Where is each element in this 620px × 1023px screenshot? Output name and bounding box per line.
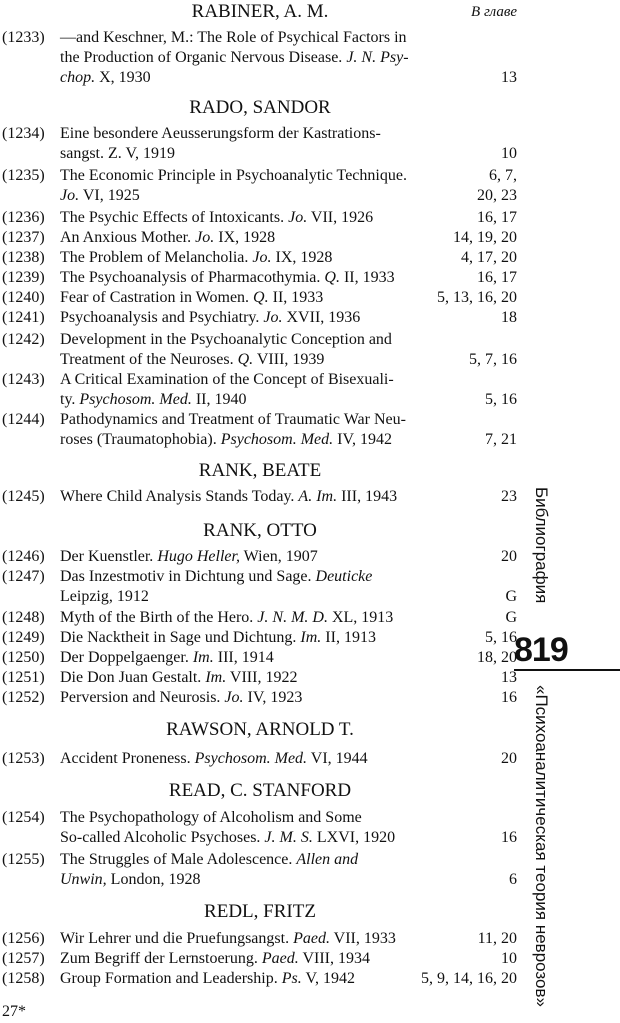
entry-page-refs: 6 <box>509 871 517 888</box>
entry-page-refs: 6, 7, <box>489 167 517 184</box>
chapter-reference-header: В главе <box>471 4 517 20</box>
entry-number: (1253) <box>2 750 45 767</box>
entry-page-refs: 16, 17 <box>477 269 517 286</box>
entry-number: (1258) <box>2 970 45 987</box>
margin-section-title: Библиография <box>532 487 551 604</box>
entry-number: (1248) <box>2 609 45 626</box>
entry-text-line: The Psychic Effects of Intoxicants. Jo. VII, 1926 <box>60 209 374 226</box>
entry-text-line: —and Keschner, M.: The Role of Psychical Factors in <box>60 29 407 46</box>
entry-page-refs: 10 <box>501 950 517 967</box>
author-heading: REDL, FRITZ <box>204 901 316 922</box>
entry-text-line: the Production of Organic Nervous Disease. J. N. Psy- <box>60 49 409 66</box>
entry-text-line: Das Inzestmotiv in Dichtung und Sage. Deuticke <box>60 568 373 585</box>
entry-number: (1247) <box>2 568 45 585</box>
entry-number: (1242) <box>2 331 45 348</box>
author-heading: READ, C. STANFORD <box>168 780 352 801</box>
entry-text-line: Die Don Juan Gestalt. Im. VIII, 1922 <box>60 669 298 686</box>
entry-text-line: Accident Proneness. Psychosom. Med. VI, 1944 <box>60 750 368 767</box>
entry-text-line: The Psychoanalysis of Pharmacothymia. Q. II, 1933 <box>60 269 395 286</box>
entry-text-line: An Anxious Mother. Jo. IX, 1928 <box>60 229 276 246</box>
entry-text-line: Myth of the Birth of the Hero. J. N. M. D. XL, 1913 <box>60 609 394 626</box>
entry-number: (1241) <box>2 309 45 326</box>
entry-page-refs: 13 <box>501 669 517 686</box>
entry-number: (1250) <box>2 649 45 666</box>
entry-page-refs: 10 <box>501 145 517 162</box>
author-heading: RANK, OTTO <box>203 520 317 541</box>
entry-text-line: The Struggles of Male Adolescence. Allen and <box>60 851 359 868</box>
entry-page-refs: 18, 20 <box>477 649 517 666</box>
entry-page-refs: 5, 13, 16, 20 <box>437 289 517 306</box>
entry-text-line: Psychoanalysis and Psychiatry. Jo. XVII, 1936 <box>60 309 361 326</box>
entry-number: (1235) <box>2 167 45 184</box>
entry-text-line: Leipzig, 1912 <box>60 588 149 605</box>
entry-text-line: Unwin, London, 1928 <box>60 871 201 888</box>
entry-text-line: A Critical Examination of the Concept of Bisexuali- <box>60 371 394 388</box>
entry-page-refs: 20 <box>501 548 517 565</box>
entry-number: (1238) <box>2 249 45 266</box>
entry-text-line: Wir Lehrer und die Pruefungsangst. Paed. VII, 1933 <box>60 930 396 947</box>
entry-text-line: Development in the Psychoanalytic Conception and <box>60 331 392 348</box>
entry-page-refs: 5, 9, 14, 16, 20 <box>421 970 517 987</box>
entry-page-refs: 16, 17 <box>477 209 517 226</box>
entry-number: (1257) <box>2 950 45 967</box>
entry-text-line: Der Doppelgaenger. Im. III, 1914 <box>60 649 274 666</box>
entry-page-refs: 5, 7, 16 <box>469 351 517 368</box>
entry-page-refs: 7, 21 <box>485 431 517 448</box>
entry-text-line: Pathodynamics and Treatment of Traumatic War Neu- <box>60 411 406 428</box>
entry-page-refs: 20 <box>501 750 517 767</box>
page-number: 819 <box>514 631 568 669</box>
entry-number: (1236) <box>2 209 45 226</box>
entry-number: (1246) <box>2 548 45 565</box>
entry-page-refs: 18 <box>501 309 517 326</box>
margin-book-title: «Психоаналитическая теория неврозов» <box>532 685 551 1007</box>
entry-number: (1252) <box>2 689 45 706</box>
entry-page-refs: G <box>505 609 517 626</box>
entry-page-refs: 16 <box>501 689 517 706</box>
entry-number: (1233) <box>2 29 45 46</box>
entry-number: (1244) <box>2 411 45 428</box>
entry-text-line: Fear of Castration in Women. Q. II, 1933 <box>60 289 324 306</box>
entry-page-refs: 5, 16 <box>485 391 517 408</box>
entry-number: (1254) <box>2 809 45 826</box>
entry-text-line: sangst. Z. V, 1919 <box>60 145 175 162</box>
entry-page-refs: 16 <box>501 829 517 846</box>
entry-text-line: roses (Traumatophobia). Psychosom. Med. IV, 1942 <box>60 431 392 448</box>
entry-number: (1240) <box>2 289 45 306</box>
entry-page-refs: 23 <box>501 488 517 505</box>
author-heading: RANK, BEATE <box>198 460 322 481</box>
entry-text-line: Where Child Analysis Stands Today. A. Im. III, 1943 <box>60 488 398 505</box>
entry-page-refs: 4, 17, 20 <box>461 249 517 266</box>
page-number-rule <box>514 669 620 671</box>
entry-text-line: Perversion and Neurosis. Jo. IV, 1923 <box>60 689 303 706</box>
entry-text-line: Eine besondere Aeusserungsform der Kastrations- <box>60 125 381 142</box>
entry-number: (1249) <box>2 629 45 646</box>
entry-text-line: Die Nacktheit in Sage und Dichtung. Im. II, 1913 <box>60 629 376 646</box>
entry-number: (1239) <box>2 269 45 286</box>
entry-text-line: The Psychopathology of Alcoholism and Some <box>60 809 362 826</box>
entry-text-line: Zum Begriff der Lernstoerung. Paed. VIII, 1934 <box>60 950 370 967</box>
entry-page-refs: G <box>505 588 517 605</box>
entry-number: (1234) <box>2 125 45 142</box>
entry-number: (1245) <box>2 488 45 505</box>
author-heading: RAWSON, ARNOLD T. <box>166 719 354 740</box>
entry-page-refs: 11, 20 <box>477 930 517 947</box>
entry-number: (1237) <box>2 229 45 246</box>
entry-text-line: The Economic Principle in Psychoanalytic Technique. <box>60 167 407 184</box>
entry-page-refs: 5, 16 <box>485 629 517 646</box>
entry-number: (1251) <box>2 669 45 686</box>
entry-page-refs: 20, 23 <box>477 187 517 204</box>
entry-text-line: Jo. VI, 1925 <box>60 187 140 204</box>
entry-text-line: chop. X, 1930 <box>60 69 151 86</box>
entry-number: (1255) <box>2 851 45 868</box>
entry-text-line: Treatment of the Neuroses. Q. VIII, 1939 <box>60 351 325 368</box>
entry-text-line: Group Formation and Leadership. Ps. V, 1942 <box>60 970 355 987</box>
entry-text-line: So-called Alcoholic Psychoses. J. M. S. LXVI, 1920 <box>60 829 396 846</box>
entry-text-line: Der Kuenstler. Hugo Heller, Wien, 1907 <box>60 548 318 565</box>
entry-number: (1243) <box>2 371 45 388</box>
entry-page-refs: 13 <box>501 69 517 86</box>
author-heading: RABINER, A. M. <box>191 1 329 22</box>
signature-mark: 27* <box>2 1003 26 1020</box>
author-heading: RADO, SANDOR <box>189 97 331 118</box>
entry-page-refs: 14, 19, 20 <box>453 229 517 246</box>
entry-number: (1256) <box>2 930 45 947</box>
entry-text-line: ty. Psychosom. Med. II, 1940 <box>60 391 247 408</box>
entry-text-line: The Problem of Melancholia. Jo. IX, 1928 <box>60 249 333 266</box>
